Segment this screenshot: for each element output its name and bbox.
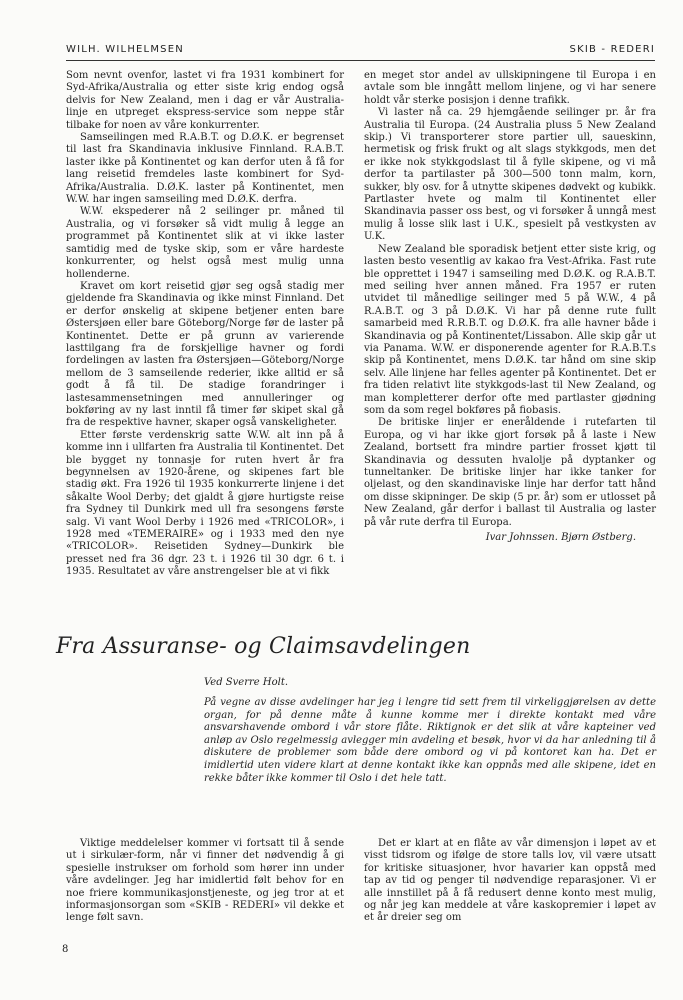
section-byline: Ved Sverre Holt. bbox=[204, 677, 289, 688]
paragraph: en meget stor andel av ullskipningene til Europa i en avtale som ble inngått mellom linjene, og vi har senere holdt vår sterke posisjon i denne trafikk. bbox=[364, 70, 656, 106]
paragraph: Kravet om kort reisetid gjør seg også stadig mer gjeldende fra Skandinavia og ikke minst Finnland. Det er derfor ønskelig at skipene betjener enten bare Østersjøen eller bare Göteborg/Norge før de laster på Kontinentet. Dette er på grunn av varierende lasttilgang fra de forskjellige havner og fordi fordelingen av lasten fra Østersjøen—Göteborg/Norge mellom de 3 samseilende rederier, ikke alltid er så godt å få til. De stadige forandringer i lastesammensetningen med annulleringer og bokføring av ny last inntil få timer før skipet skal gå fra de respektive havner, skaper også vanskeligheter. bbox=[66, 280, 344, 429]
section-column-right bbox=[364, 838, 656, 925]
paragraph: New Zealand ble sporadisk betjent etter siste krig, og lasten besto vesentlig av kakao fra Vest-Afrika. Fast rute ble opprettet i 1947 i samseiling med D.Ø.K. og R.A.B.T. med seiling hver annen måned. Fra 1957 er ruten utvidet til månedlige seilinger med 5 på W.W., 4 på R.A.B.T. og 3 på D.Ø.K. Vi har på denne rute fullt samarbeid med R.R.B.T. og D.Ø.K. fra alle havner både i Skandinavia og på Kontinentet/Lissabon. Alle skip går ut via Panama. W.W. er disponerende agenter for R.A.B.T.s skip på Kontinentet, mens D.Ø.K. tar hånd om sine skip selv. Alle linjene har felles agenter på Kontinentet. Det er fra tiden relativt lite stykkgods-last til New Zealand, og man kompletterer derfor ofte med partlaster gjødning som da som regel bokføres på fiobasis. bbox=[364, 243, 656, 416]
section-title: Fra Assuranse- og Claimsavdelingen bbox=[56, 634, 471, 659]
paragraph: Viktige meddelelser kommer vi fortsatt til å sende ut i sirkulær-form, når vi finner det nødvendig å gi spesielle instrukser om forhold som hører inn under våre avdelinger. Jeg har imidlertid følt behov for en noe friere kommunikasjonstjeneste, og jeg tror at et informasjonsorgan som «SKIB - REDERI» vil dekke et lenge følt savn. bbox=[66, 838, 344, 924]
section-intro: På vegne av disse avdelinger har jeg i lengre tid sett frem til virkeliggjørelsen av dette organ, for på denne måte å kunne komme mer i direkte kontakt med våre ansvarshavende ombord i vår store flåte. Riktignok er det slik at våre kapteiner ved anløp av Oslo regelmessig avlegger min avdeling et besøk, hvor vi da har anledning til å diskutere de problemer som både dere ombord og vi på kontoret kan ha. Det er imidlertid uten videre klart at denne kontakt ikke kan oppnås med alle skipene, idet en rekke båter ikke kommer til Oslo i det hele tatt. bbox=[204, 697, 656, 784]
article-column-right bbox=[364, 70, 656, 544]
header-rule bbox=[66, 60, 655, 61]
paragraph: Samseilingen med R.A.B.T. og D.Ø.K. er begrenset til last fra Skandinavia inklusive Finnland. R.A.B.T. laster ikke på Kontinentet og kan derfor uten å få for lang reisetid fremdeles laste kombinert for Syd-Afrika/Australia. D.Ø.K. laster på Kontinentet, men W.W. har ingen samseiling med D.Ø.K. derfra. bbox=[66, 132, 344, 206]
paragraph: Som nevnt ovenfor, lastet vi fra 1931 kombinert for Syd-Afrika/Australia og etter siste krig endog også delvis for New Zealand, men i dag er vår Australia-linje en utpreget ekspress-service som neppe står tilbake for noen av våre konkurrenter. bbox=[66, 70, 344, 131]
section-column-left bbox=[66, 838, 344, 925]
header-magazine-title: SKIB - REDERI bbox=[569, 44, 655, 55]
paragraph: Vi laster nå ca. 29 hjemgående seilinger pr. år fra Australia til Europa. (24 Australia pluss 5 New Zealand skip.) Vi transporterer store partier ull, saueskinn, hermetisk og frisk frukt og alt slags stykkgods, men det er ikke nok stykkgodslast til å fylle skipene, og vi må derfor ta partilaster på 300—500 tonn malm, korn, sukker, bly osv. for å utnytte skipenes dødvekt og kubikk. Partlaster hvete og malm til Kontinentet eller Skandinavia passer oss best, og vi forsøker å unngå mest mulig å losse slik last i U.K., spesielt på vestkysten av U.K. bbox=[364, 107, 656, 243]
paragraph: W.W. ekspederer nå 2 seilinger pr. måned til Australia, og vi forsøker så vidt mulig å legge an programmet på Kontinentet slik at vi ikke laster samtidig med de tyske skip, som er våre hardeste konkurrenter, og helst også mest mulig unna hollenderne. bbox=[66, 206, 344, 280]
header-publisher: WILH. WILHELMSEN bbox=[66, 44, 184, 55]
paragraph: Etter første verdenskrig satte W.W. alt inn på å komme inn i ullfarten fra Australia til Kontinentet. Det ble bygget ny tonnasje for ruten hvert år fra begynnelsen av 1920-årene, og skipenes fart ble stadig økt. Fra 1926 til 1935 konkurrerte linjene i det såkalte Wool Derby; det gjaldt å gjøre hurtigste reise fra Sydney til Dunkirk med ull fra sesongens første salg. Vi vant Wool Derby i 1926 med «TRICOLOR», i 1928 med «TEMERAIRE» og i 1933 med den nye «TRICOLOR». Reisetiden Sydney—Dunkirk ble presset ned fra 36 dgr. 23 t. i 1926 til 30 dgr. 6 t. i 1935. Resultatet av våre anstrengelser ble at vi fikk bbox=[66, 429, 344, 578]
article-column-left bbox=[66, 70, 344, 579]
paragraph: De britiske linjer er eneråldende i rutefarten til Europa, og vi har ikke gjort forsøk på å laste i New Zealand, bortsett fra mindre partier frosset kjøtt til Skandinavia og dessuten hvalolje på dyptanker og tunneltanker. De britiske linjer har ikke tanker for oljelast, og den skandinaviske linje har derfor tatt hånd om disse skipninger. De skip (5 pr. år) som er utlosset på New Zealand, går derfor i ballast til Australia og laster på vår rute derfra til Europa. bbox=[364, 417, 656, 528]
page-number: 8 bbox=[62, 944, 69, 955]
paragraph: Det er klart at en flåte av vår dimensjon i løpet av et visst tidsrom og ifølge de store talls lov, vil være utsatt for kritiske situasjoner, hvor havarier kan oppstå med tap av tid og penger til nødvendige reparasjoner. Vi er alle innstillet på å få redusert denne konto mest mulig, og når jeg kan meddele at våre kaskopremier i løpet av et år dreier seg om bbox=[364, 838, 656, 924]
article-signature: Ivar Johnssen. Bjørn Østberg. bbox=[485, 532, 636, 544]
